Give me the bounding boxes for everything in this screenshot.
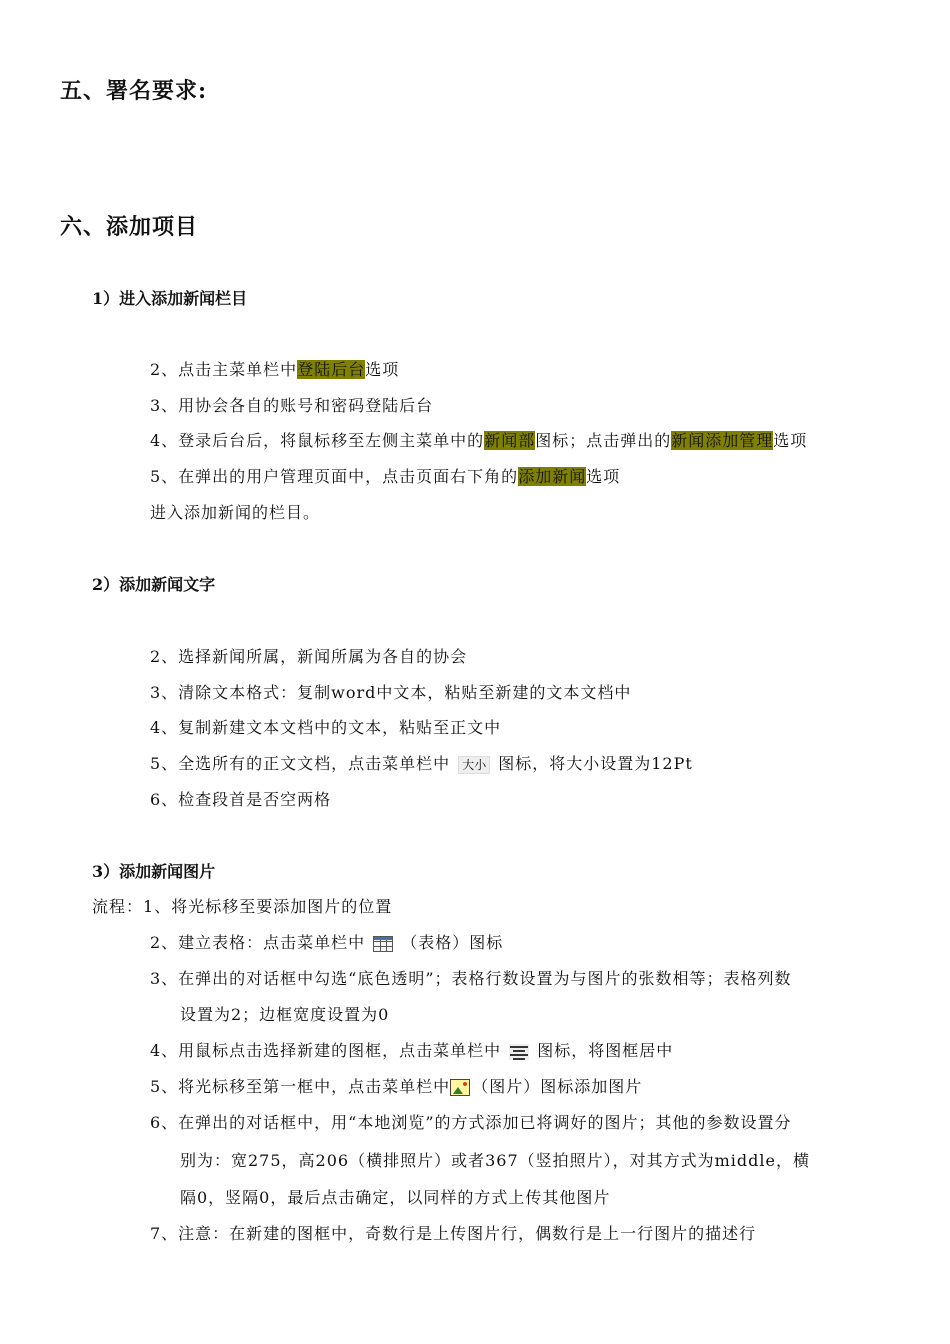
part1-step4-post: 选项 bbox=[773, 431, 808, 450]
part3-heading: 3）添加新闻图片 bbox=[92, 862, 216, 881]
part2-step5-post: 图标，将大小设置为12Pt bbox=[498, 754, 693, 773]
part2-step2: 2、选择新闻所属，新闻所属为各自的协会 bbox=[150, 647, 468, 666]
part2-step3: 3、清除文本格式：复制word中文本，粘贴至新建的文本文档中 bbox=[150, 683, 632, 702]
part2-step6: 6、检查段首是否空两格 bbox=[150, 790, 332, 809]
part3-step2-post: （表格）图标 bbox=[401, 933, 504, 952]
part3-step4-post: 图标，将图框居中 bbox=[537, 1041, 674, 1060]
section-6-title: 六、添加项目 bbox=[60, 214, 199, 240]
highlight-news-dept: 新闻部 bbox=[484, 431, 536, 450]
part2-step5 bbox=[150, 751, 693, 774]
part3-step6a: 6、在弹出的对话框中，用“本地浏览”的方式添加已将调好的图片；其他的参数设置分 bbox=[150, 1113, 792, 1132]
highlight-login-backend: 登陆后台 bbox=[297, 360, 366, 379]
part3-step3b: 设置为2；边框宽度设置为0 bbox=[180, 1005, 390, 1024]
part3-step2 bbox=[150, 930, 503, 953]
part1-step5b: 进入添加新闻的栏目。 bbox=[150, 503, 321, 522]
highlight-news-add-manage: 新闻添加管理 bbox=[671, 431, 774, 450]
part1-step2-post: 选项 bbox=[365, 360, 400, 379]
table-icon bbox=[373, 936, 393, 952]
part2-heading: 2）添加新闻文字 bbox=[92, 575, 216, 594]
part3-step5 bbox=[150, 1074, 642, 1097]
part1-step4 bbox=[150, 428, 807, 451]
part3-step5-post: （图片）图标添加图片 bbox=[472, 1077, 643, 1096]
part1-step2-text: 2、点击主菜单栏中 bbox=[150, 360, 298, 379]
part1-step3: 3、用协会各自的账号和密码登陆后台 bbox=[150, 396, 434, 415]
part3-step3a: 3、在弹出的对话框中勾选“底色透明”；表格行数设置为与图片的张数相等；表格列数 bbox=[150, 969, 792, 988]
image-icon bbox=[450, 1079, 470, 1096]
part3-step6c: 隔0，竖隔0，最后点击确定，以同样的方式上传其他图片 bbox=[180, 1188, 611, 1207]
font-size-icon: 大小 bbox=[458, 756, 490, 774]
part3-step4 bbox=[150, 1038, 673, 1061]
part3-step2-text: 2、建立表格：点击菜单栏中 bbox=[150, 933, 366, 952]
part2-step4: 4、复制新建文本文档中的文本，粘贴至正文中 bbox=[150, 718, 502, 737]
part3-step5-text: 5、将光标移至第一框中，点击菜单栏中 bbox=[150, 1077, 451, 1096]
section-5-title: 五、署名要求: bbox=[60, 78, 208, 104]
part1-step5-text: 5、在弹出的用户管理页面中，点击页面右下角的 bbox=[150, 467, 519, 486]
part2-step5-text: 5、全选所有的正文文档，点击菜单栏中 bbox=[150, 754, 451, 773]
part1-step4-text: 4、登录后台后，将鼠标移至左侧主菜单中的 bbox=[150, 431, 485, 450]
part3-step1-text: 1、将光标移至要添加图片的位置 bbox=[143, 897, 393, 916]
part3-step1 bbox=[92, 894, 392, 917]
part3-step4-text: 4、用鼠标点击选择新建的图框，点击菜单栏中 bbox=[150, 1041, 502, 1060]
part1-step5 bbox=[150, 464, 620, 487]
part1-step4-mid: 图标；点击弹出的 bbox=[535, 431, 672, 450]
part3-step6b: 别为：宽275，高206（横排照片）或者367（竖拍照片），对其方式为middle，横 bbox=[180, 1151, 810, 1170]
flow-label: 流程： bbox=[92, 897, 144, 916]
part1-step2 bbox=[150, 357, 399, 380]
align-center-icon bbox=[509, 1044, 529, 1060]
part3-step7: 7、注意：在新建的图框中，奇数行是上传图片行，偶数行是上一行图片的描述行 bbox=[150, 1224, 757, 1243]
part1-step5-post: 选项 bbox=[586, 467, 621, 486]
part1-heading: 1）进入添加新闻栏目 bbox=[92, 289, 248, 308]
highlight-add-news: 添加新闻 bbox=[518, 467, 587, 486]
